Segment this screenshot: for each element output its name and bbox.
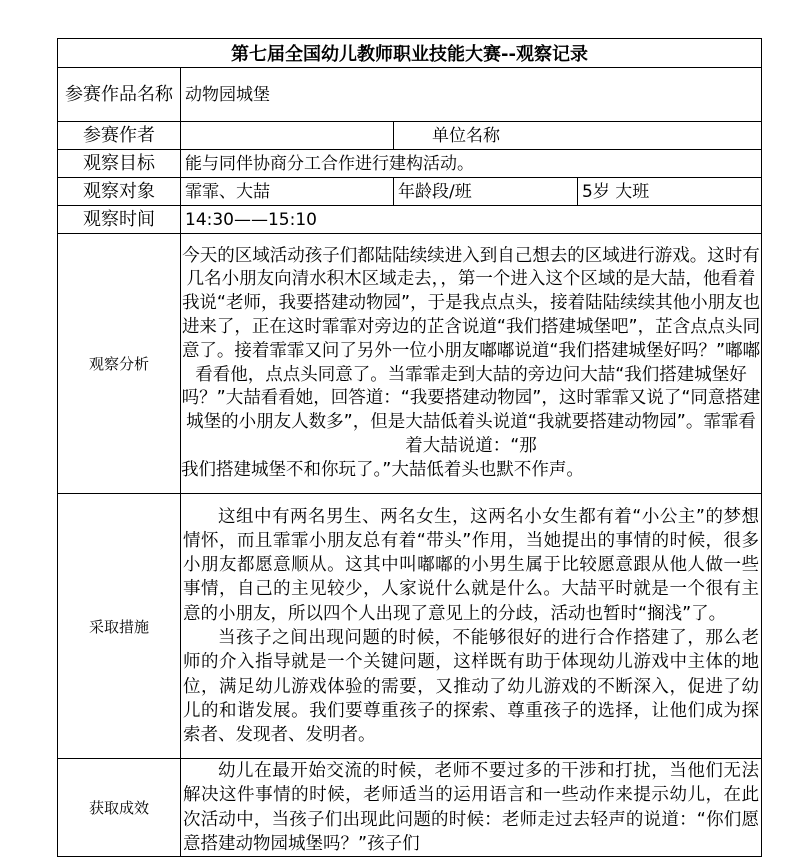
age-group-value: 5岁 大班: [578, 178, 762, 206]
analysis-content: [181, 234, 762, 494]
time-value: 14:30——15:10: [181, 206, 762, 234]
results-paragraph-1: 幼儿在最开始交流的时候，老师不要过多的干涉和打扰，当他们无法解决这件事情的时候，老师适当的运用语言和一些动作来提示幼儿，在此次活动中，当孩子们出现此问题的时候：老师走过去轻声的说道：“你们愿意搭建动物园城堡吗？”孩子们: [183, 761, 760, 854]
work-name-value: 动物园城堡: [181, 68, 762, 122]
analysis-text-last-line: 我们搭建城堡不和你玩了。”大喆低着头也默不作声。: [181, 459, 584, 480]
page-title: 第七届全国幼儿教师职业技能大赛--观察记录: [58, 39, 762, 68]
goal-label: 观察目标: [58, 150, 181, 178]
measures-content: [181, 494, 762, 759]
age-group-label: 年龄段/班: [394, 178, 578, 206]
results-label: 获取成效: [58, 759, 181, 857]
observation-record-table: [57, 38, 762, 857]
analysis-label: 观察分析: [58, 234, 181, 494]
work-name-label: 参赛作品名称: [58, 68, 181, 122]
author-label: 参赛作者: [58, 122, 181, 150]
time-label: 观察时间: [58, 206, 181, 234]
measures-paragraph-2: 当孩子之间出现问题的时候，不能够很好的进行合作搭建了，那么老师的介入指导就是一个关键问题，这样既有助于体现幼儿游戏中主体的地位，满足幼儿游戏体验的需要，又推动了幼儿游戏的不断深入，促进了幼儿的和谐发展。我们要尊重孩子的探索、尊重孩子的选择，让他们成为探索者、发现者、发明者。: [183, 628, 760, 746]
author-value: [181, 122, 394, 150]
analysis-text: 今天的区域活动孩子们都陆陆续续进入到自己想去的区域进行游戏。这时有几名小朋友向清水积木区域走去，，第一个进入这个区域的是大喆，他看着我说“老师，我要搭建动物园”，于是我点点头，接着陆陆续续其他小朋友也进来了，正在这时霏霏对旁边的芷含说道“我们搭建城堡吧”，芷含点点头同意了。接着霏霏又问了另外一位小朋友嘟嘟说道“我们搭建城堡好吗？”嘟嘟看看他，点点头同意了。当霏霏走到大喆的旁边问大喆“我们搭建城堡好吗？”大喆看看她，回答道：“我要搭建动物园”，这时霏霏又说了“同意搭建城堡的小朋友人数多”，但是大喆低着头说道“我就要搭建动物园”。霏霏看着大喆说道：“那: [181, 245, 761, 456]
goal-value: 能与同伴协商分工合作进行建构活动。: [181, 150, 762, 178]
unit-name-label: 单位名称: [394, 122, 762, 150]
results-content: [181, 759, 762, 857]
subject-value: 霏霏、大喆: [181, 178, 394, 206]
measures-paragraph-1: 这组中有两名男生、两名女生，这两名小女生都有着“小公主”的梦想情怀，而且霏霏小朋友总有着“带头”作用，当她提出的事情的时候，很多小朋友都愿意顺从。这其中叫嘟嘟的小男生属于比较愿意跟从他人做一些事情，自己的主见较少，人家说什么就是什么。大喆平时就是一个很有主意的小朋友，所以四个人出现了意见上的分歧，活动也暂时“搁浅”了。: [183, 506, 760, 624]
measures-label: 采取措施: [58, 494, 181, 759]
subject-label: 观察对象: [58, 178, 181, 206]
